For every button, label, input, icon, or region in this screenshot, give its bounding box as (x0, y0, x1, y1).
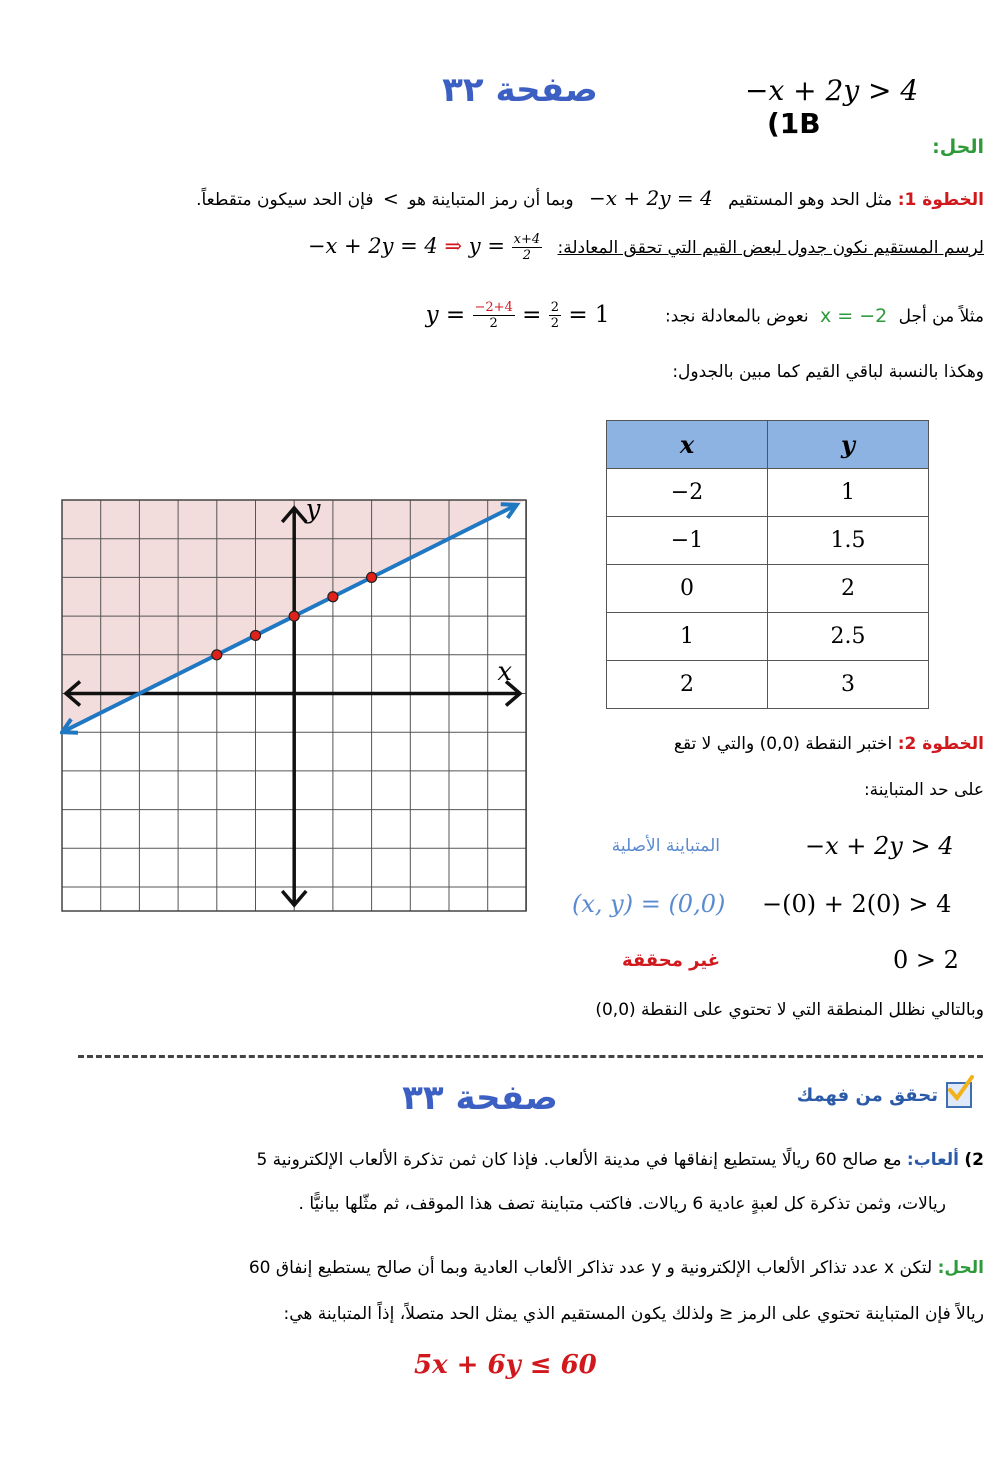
checkmark-icon (946, 1082, 972, 1108)
example-text-b: نعوض بالمعادلة نجد: (664, 306, 809, 327)
inequality-graph (60, 498, 530, 914)
step1-text-a: مثل الحد وهو المستقيم (728, 190, 893, 210)
table-header-y: y (768, 421, 929, 469)
step1-equation: −x + 2y = 4 (589, 186, 713, 210)
plot-point (367, 572, 377, 582)
fraction-example-2 (549, 300, 561, 331)
solution-line-1 (14, 1258, 984, 1278)
conclusion-text: وبالتالي نظلل المنطقة التي لا تحتوي على النقطة (0,0) (595, 1000, 984, 1020)
plot-point (212, 650, 222, 660)
check-understanding-label: تحقق من فهمك (796, 1084, 938, 1106)
solution-label-33: الحل: (937, 1258, 984, 1278)
check-point-label: (x, y) = (0,0) (572, 890, 726, 918)
step2-text-b: على حد المتباينة: (863, 780, 984, 800)
question-number: 2) (964, 1150, 984, 1170)
problem-expression: −x + 2y > 4 (745, 74, 919, 107)
check-result-label: غير محققة (621, 950, 720, 971)
table-intro-line (14, 232, 984, 263)
plot-point (289, 611, 299, 621)
problem-label: (1B (767, 107, 821, 140)
frac-denominator: 2 (550, 316, 560, 331)
table-cell: −1 (607, 517, 768, 565)
step1-symbol: < (382, 188, 399, 210)
question-text-1: مع صالح 60 ريالًا يستطيع إنفاقها في مدينة الألعاب. فإذا كان ثمن تذكرة الألعاب الإلكترونية 5 (256, 1150, 902, 1170)
table-row (607, 469, 929, 517)
table-cell: 1 (768, 469, 929, 517)
table-intro-equation (307, 232, 542, 263)
section-divider (78, 1055, 983, 1058)
rest-values-text: وهكذا بالنسبة لباقي القيم كما مبين بالجدول: (672, 362, 984, 382)
step2-line-1 (674, 734, 984, 754)
final-inequality: 5x + 6y ≤ 60 (414, 1350, 597, 1380)
step1-label: الخطوة 1: (897, 190, 984, 210)
plot-point (251, 630, 261, 640)
y-axis-label: y (305, 498, 321, 525)
values-table (606, 420, 929, 709)
table-cell: −2 (607, 469, 768, 517)
step1-text-c: فإن الحد سيكون متقطعاً. (196, 190, 374, 210)
eq-line: −x + 2y = 4 (307, 234, 438, 258)
frac-numerator: 2 (550, 300, 560, 315)
step1-line (14, 186, 984, 210)
table-cell: 2 (768, 565, 929, 613)
question-text-2: ريالات، وثمن تذكرة كل لعبةٍ عادية 6 ريالات. فاكتب متباينة تصف هذا الموقف، ثم مثّلها بيانيًّا . (298, 1194, 946, 1214)
example-line (14, 300, 984, 331)
table-row (607, 565, 929, 613)
table-intro-text: لرسم المستقيم نكون جدول لبعض القيم التي تحقق المعادلة: (557, 238, 984, 258)
example-text: مثلاً من أجل (898, 306, 984, 327)
step2-label: الخطوة 2: (897, 734, 984, 754)
table-cell: 2 (607, 661, 768, 709)
check-understanding-header (797, 1082, 972, 1108)
table-row (607, 613, 929, 661)
check-substituted-expr: −(0) + 2(0) > 4 (762, 890, 952, 918)
plot-point (328, 592, 338, 602)
page-32-title: صفحة ٣٢ (442, 70, 598, 110)
table-cell: 3 (768, 661, 929, 709)
example-x-value: x = −2 (819, 304, 888, 327)
solution-text-1: لتكن x عدد تذاكر الألعاب الإلكترونية و y عدد تذاكر الألعاب العادية وبما أن صالح يستطيع إنفاق 60 (248, 1258, 933, 1278)
example-y: y = (425, 301, 466, 328)
table-row (607, 517, 929, 565)
frac-denominator: 2 (489, 316, 498, 331)
solution-label: الحل: (932, 136, 984, 158)
example-result: = 1 (568, 301, 610, 328)
table-header-x: x (607, 421, 768, 469)
table-header-row (607, 421, 929, 469)
page-33-title: صفحة ٣٣ (402, 1078, 558, 1118)
eq-y: y = (468, 234, 505, 258)
fraction-example-1 (473, 300, 515, 331)
table-cell: 0 (607, 565, 768, 613)
check-result-expr: 0 > 2 (893, 946, 959, 974)
table-cell: 1 (607, 613, 768, 661)
table-row (607, 661, 929, 709)
table-cell: 2.5 (768, 613, 929, 661)
x-axis-label: x (497, 656, 513, 687)
frac-denominator: 2 (522, 248, 531, 263)
step1-text-b: وبما أن رمز المتباينة هو (408, 190, 574, 210)
table-cell: 1.5 (768, 517, 929, 565)
frac-numerator: x+4 (513, 232, 541, 247)
question-topic: ألعاب: (906, 1150, 959, 1170)
question-line-1 (14, 1150, 984, 1170)
check-original-expr: −x + 2y > 4 (805, 832, 954, 860)
step2-text-a: اختبر النقطة (0,0) والتي لا تقع (673, 734, 893, 754)
fraction-x-plus-4-over-2 (512, 232, 543, 263)
solution-text-2: ريالاً فإن المتباينة تحتوي على الرمز ≤ ولذلك يكون المستقيم الذي يمثل الحد متصلاً، إذاً المتباينة هي: (283, 1304, 984, 1324)
example-computation: y = $\frac{-2+4}{2}$ = $\frac{2}{2}$ = 1 (425, 300, 610, 331)
problem-header (745, 74, 1002, 140)
frac-numerator: −2+4 (474, 300, 513, 315)
implies-arrow: ⇒ (444, 234, 463, 258)
check-original-label: المتباينة الأصلية (611, 836, 720, 856)
